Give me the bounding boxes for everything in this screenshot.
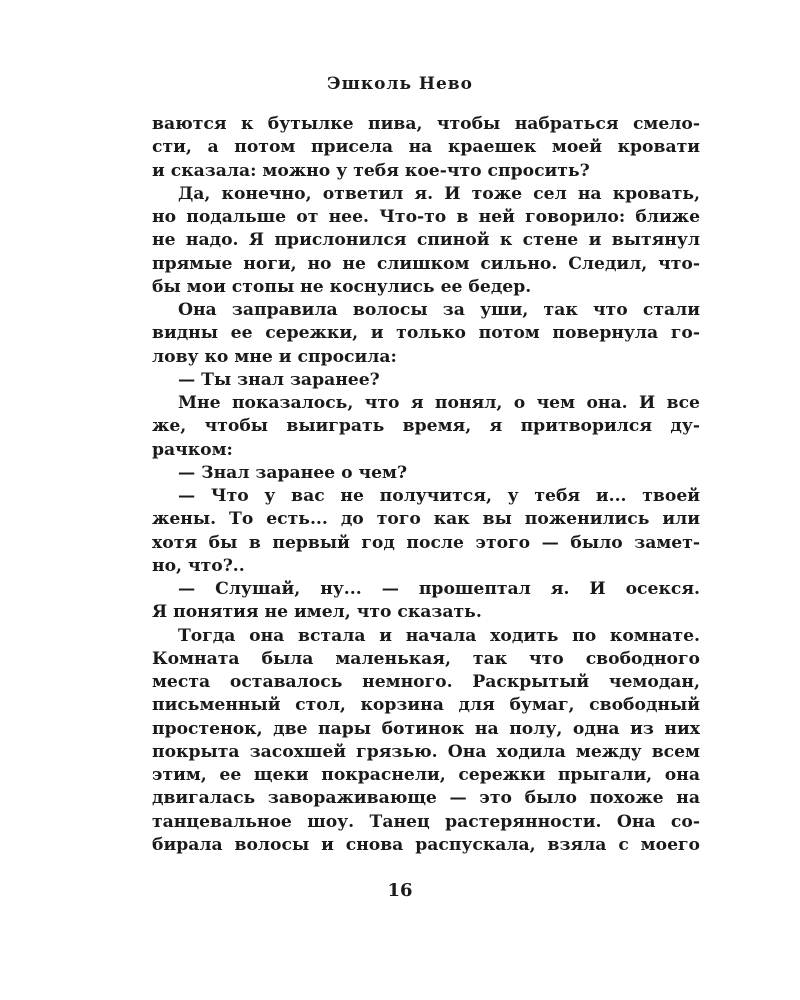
text-line: но подальше от нее. Что-то в ней говорило: ближе — [152, 207, 700, 227]
text-line: но, что?.. — [152, 555, 245, 576]
text-line: танцевальное шоу. Танец растерянности. Она со- — [152, 811, 700, 832]
text-line: — Ты знал заранее? — [178, 369, 380, 390]
text-line: Мне показалось, что я понял, о чем она. И все — [178, 393, 700, 413]
text-line: хотя бы в первый год после этого — было замет- — [152, 532, 700, 553]
text-line: видны ее сережки, и только потом повернула го- — [152, 323, 700, 344]
text-line: не надо. Я прислонился спиной к стене и вытянул — [152, 230, 700, 251]
text-line: — Что у вас не получится, у тебя и... твоей — [178, 486, 700, 506]
text-line: же, чтобы выиграть время, я притворился ду- — [152, 416, 700, 437]
page-number: 16 — [387, 880, 413, 901]
text-line: Она заправила волосы за уши, так что стали — [178, 300, 700, 320]
text-line: — Слушай, ну... — прошептал я. И осекся. — [178, 579, 700, 599]
text-line: — Знал заранее о чем? — [178, 462, 408, 483]
text-line: сти, а потом присела на краешек моей кровати — [152, 137, 700, 158]
text-line: письменный стол, корзина для бумаг, свободный — [152, 695, 700, 716]
text-line: покрыта засохшей грязью. Она ходила между всем — [152, 741, 700, 762]
text-line: Тогда она встала и начала ходить по комнате. — [178, 625, 700, 646]
text-line: и сказала: можно у тебя кое-что спросить? — [152, 160, 590, 181]
text-line: Да, конечно, ответил я. И тоже сел на кровать, — [178, 183, 700, 204]
text-line: лову ко мне и спросила: — [152, 346, 397, 367]
text-line: места оставалось немного. Раскрытый чемодан, — [152, 672, 700, 692]
text-line: простенок, две пары ботинок на полу, одна из них — [152, 718, 700, 739]
text-line: бы мои стопы не коснулись ее бедер. — [152, 276, 532, 297]
text-line: жены. То есть... до того как вы поженились или — [152, 509, 700, 530]
text-line: этим, ее щеки покраснели, сережки прыгали, она — [152, 765, 700, 785]
text-line: Комната была маленькая, так что свободного — [152, 648, 700, 669]
text-line: бирала волосы и снова распускала, взяла с моего — [152, 834, 700, 855]
text-line: рачком: — [152, 439, 233, 460]
running-head: Эшколь Нево — [327, 74, 473, 94]
text-line: ваются к бутылке пива, чтобы набраться смело- — [152, 114, 700, 134]
text-line: Я понятия не имел, что сказать. — [152, 602, 482, 623]
text-line: двигалась завораживающе — это было похоже на — [152, 788, 700, 809]
body-text — [152, 113, 700, 857]
text-line: прямые ноги, но не слишком сильно. Следил, что- — [152, 253, 700, 274]
